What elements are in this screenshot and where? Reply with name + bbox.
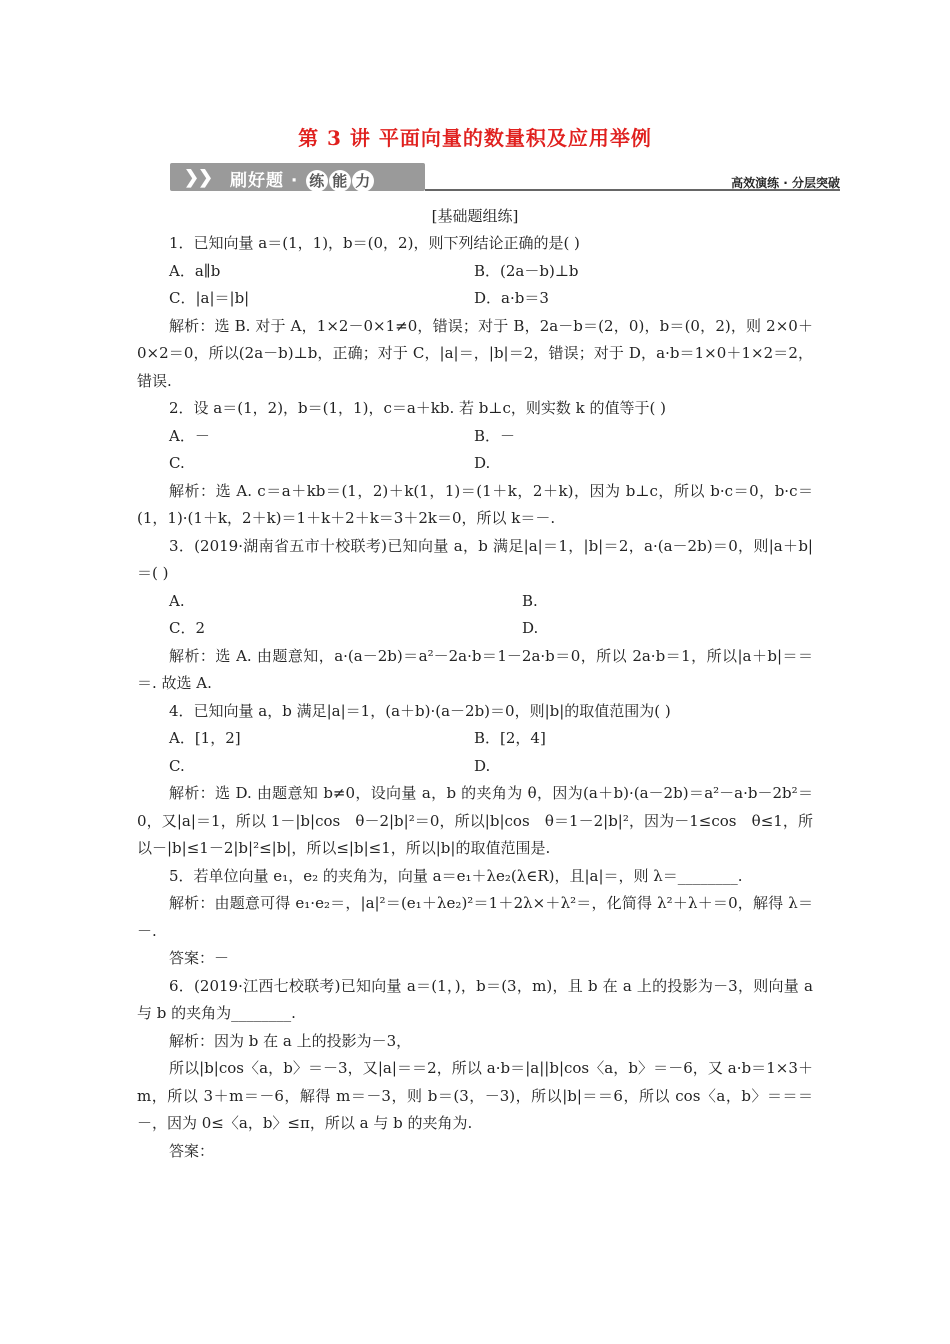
answer-6: 答案：: [169, 1141, 215, 1160]
solution-6-intro: 解析：因为 b 在 a 上的投影为－3，: [169, 1031, 412, 1050]
option: A．a∥b: [169, 261, 221, 280]
option: B.: [522, 591, 538, 610]
options-row: [137, 615, 813, 643]
solution-4: 解析：选 D. 由题意知 b≠0，设向量 a，b 的夹角为 θ，因为(a＋b)·(a－2b)＝a²－a·b－2b²＝0，又|a|＝1，所以 1－|b|cos θ－2|b|²＝0，所以|b|cos θ＝1－2|b|²，因为－1≤cos θ≤1，所以－|b|≤1－2|b|²≤|b|，所以≤|b|≤1，所以|b|的取值范围是.: [137, 784, 813, 857]
banner-circle-char: 练: [306, 170, 328, 192]
page-title: 第 3 讲 平面向量的数量积及应用举例: [298, 126, 652, 150]
options-row: [137, 285, 813, 313]
chevron-right-icon: ❯: [184, 167, 200, 188]
options-row: [137, 258, 813, 286]
option: D．a·b＝3: [474, 289, 549, 307]
options-row: [137, 450, 813, 478]
solution-6: 所以|b|cos〈a，b〉＝－3，又|a|＝＝2，所以 a·b＝|a||b|cos〈a，b〉＝－6，又 a·b＝1×3＋m，所以 3＋m＝－6，解得 m＝－3，则 b＝(3，－3)，所以|b|＝＝6，所以 cos〈a，b〉＝＝＝－，因为 0≤〈a，b〉≤π，所以 a 与 b 的夹角为.: [137, 1059, 813, 1132]
solution-2: 解析：选 A. c＝a＋kb＝(1，2)＋k(1，1)＝(1＋k，2＋k)，因为 b⊥c，所以 b·c＝0，b·c＝(1，1)·(1＋k，2＋k)＝1＋k＋2＋k＝3＋2k＝0，所以 k＝－.: [137, 481, 813, 527]
question-3: 3．(2019·湖南省五市十校联考)已知向量 a，b 满足|a|＝1，|b|＝2，a·(a－2b)＝0，则|a＋b|＝( ): [137, 536, 813, 582]
banner-subtitle: 高效演练 · 分层突破: [731, 176, 840, 190]
options-row: [137, 588, 813, 616]
chevron-right-icon: ❯: [198, 167, 214, 188]
question-6: 6．(2019·江西七校联考)已知向量 a＝(1，)，b＝(3，m)，且 b 在 a 上的投影为－3，则向量 a 与 b 的夹角为________.: [137, 976, 813, 1022]
option: B．－: [474, 426, 516, 445]
option: A．－: [169, 426, 210, 445]
option: A．[1，2]: [169, 729, 241, 747]
option: A.: [169, 591, 185, 610]
solution-1: 解析：选 B. 对于 A，1×2－0×1≠0，错误；对于 B，2a－b＝(2，0)，b＝(0，2)，则 2×0＋0×2＝0，所以(2a－b)⊥b，正确；对于 C，|a|＝，|b|＝2，错误；对于 D，a·b＝1×0＋1×2＝2，错误.: [137, 316, 813, 390]
section-heading: [基础题组练]: [431, 207, 519, 225]
question-5: 5．若单位向量 e₁，e₂ 的夹角为，向量 a＝e₁＋λe₂(λ∈R)，且|a|＝，则 λ＝________.: [169, 866, 743, 885]
banner-label: [230, 166, 374, 192]
option: D.: [474, 756, 491, 775]
option: B．(2a－b)⊥b: [474, 261, 579, 280]
section-banner: [170, 163, 840, 193]
solution-3: 解析：选 A. 由题意知，a·(a－2b)＝a²－2a·b＝1－2a·b＝0，所以 2a·b＝1，所以|a＋b|＝＝＝. 故选 A.: [137, 646, 813, 692]
solution-5: 解析：由题意可得 e₁·e₂＝，|a|²＝(e₁＋λe₂)²＝1＋2λ×＋λ²＝，化简得 λ²＋λ＋＝0，解得 λ＝－.: [137, 894, 813, 940]
question-4: 4．已知向量 a，b 满足|a|＝1，(a＋b)·(a－2b)＝0，则|b|的取值范围为( ): [169, 701, 671, 720]
options-row: [137, 725, 813, 753]
banner-label-text: 刷好题: [230, 171, 284, 191]
banner-dot: ·: [290, 171, 299, 191]
question-1: 1．已知向量 a＝(1，1)，b＝(0，2)，则下列结论正确的是( ): [169, 234, 580, 252]
banner-circle-char: 能: [329, 170, 351, 192]
banner-circle-char: 力: [352, 170, 374, 192]
option: D.: [474, 454, 491, 472]
option: C．2: [169, 619, 206, 637]
option: C．|a|＝|b|: [169, 289, 250, 307]
document-body: [137, 230, 813, 1165]
answer-5: 答案：－: [169, 949, 230, 967]
option: C.: [169, 454, 185, 472]
option: D.: [522, 619, 539, 637]
option: B．[2，4]: [474, 729, 546, 747]
options-row: [137, 423, 813, 451]
option: C.: [169, 756, 185, 775]
question-2: 2．设 a＝(1，2)，b＝(1，1)，c＝a＋kb. 若 b⊥c，则实数 k 的值等于( ): [169, 399, 666, 417]
options-row: [137, 753, 813, 781]
